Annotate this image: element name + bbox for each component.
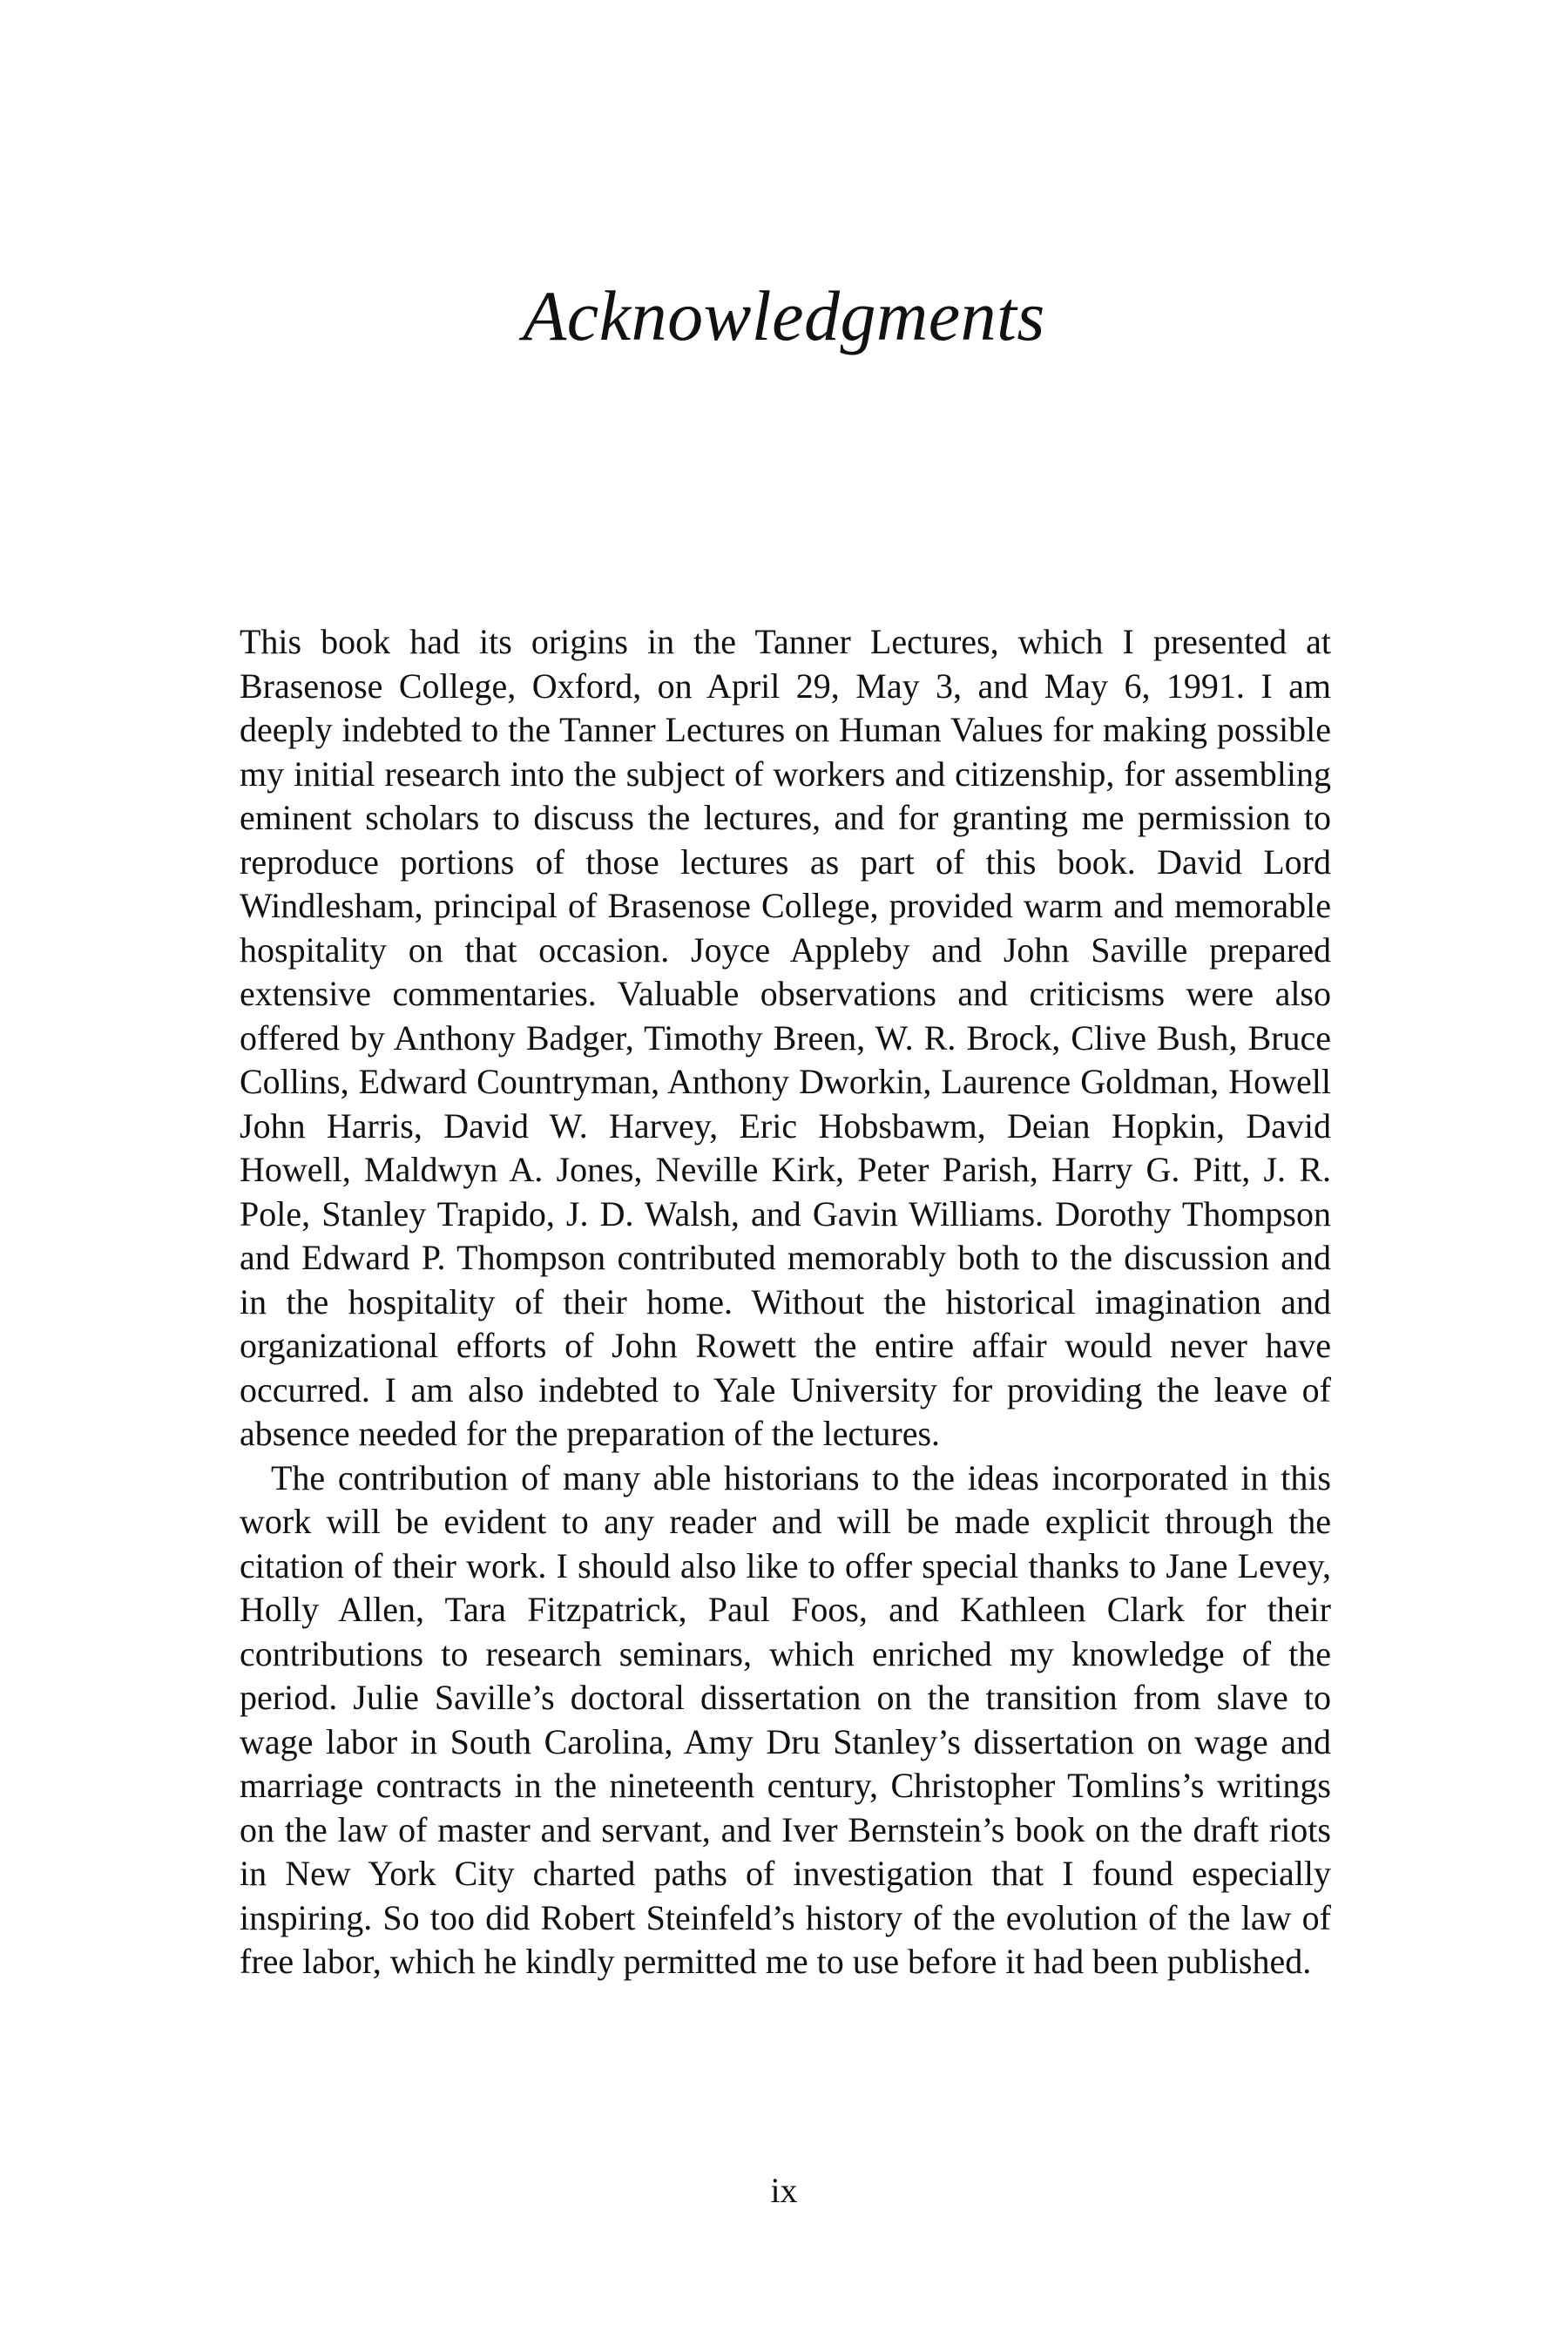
page-number: ix [770, 2171, 798, 2210]
page-title: Acknowledgments [523, 276, 1045, 355]
paragraph-1: This book had its origins in the Tanner Lectures, which I presented at Brasenose College, Oxford, on April 29, May 3, and May 6, 1991. I am deeply indebted to the Tanner Lectures on Human Values for making possible my initial research into the subject of workers and citizenship, for assembling eminent scholars to discuss the lectures, and for granting me permission to reproduce portions of those lectures as part of this book. David Lord Windlesham, principal of Brasenose College, provided warm and memorable hospitality on that occasion. Joyce Appleby and John Saville prepared extensive commentaries. Valuable observations and criticisms were also offered by Anthony Badger, Timothy Breen, W. R. Brock, Clive Bush, Bruce Collins, Edward Countryman, Anthony Dworkin, Laurence Goldman, Howell John Harris, David W. Harvey, Eric Hobsbawm, Deian Hopkin, David Howell, Maldwyn A. Jones, Neville Kirk, Peter Parish, Harry G. Pitt, J. R. Pole, Stanley Trapido, J. D. Walsh, and Gavin Williams. Dorothy Thompson and Edward P. Thompson contributed memorably both to the discussion and in the hospitality of their home. Without the historical imagination and organizational efforts of John Rowett the entire affair would never have occurred. I am also indebted to Yale University for providing the leave of absence needed for the preparation of the lectures. [240, 622, 1331, 1453]
paragraph-2: The contribution of many able historians to the ideas incorporated in this work will be evident to any reader and will be made explicit through the citation of their work. I should also like to offer special thanks to Jane Levey, Holly Allen, Tara Fitzpatrick, Paul Foos, and Kathleen Clark for their contributions to research seminars, which enriched my knowledge of the period. Julie Saville’s doctoral dissertation on the transition from slave to wage labor in South Carolina, Amy Dru Stanley’s dissertation on wage and marriage contracts in the nineteenth century, Christopher Tomlins’s writings on the law of master and servant, and Iver Bernstein’s book on the draft riots in New York City charted paths of investigation that I found especially inspiring. So too did Robert Steinfeld’s history of the evolution of the law of free labor, which he kindly permitted me to use before it had been published. [240, 1457, 1331, 1981]
body-text [240, 620, 1331, 1984]
